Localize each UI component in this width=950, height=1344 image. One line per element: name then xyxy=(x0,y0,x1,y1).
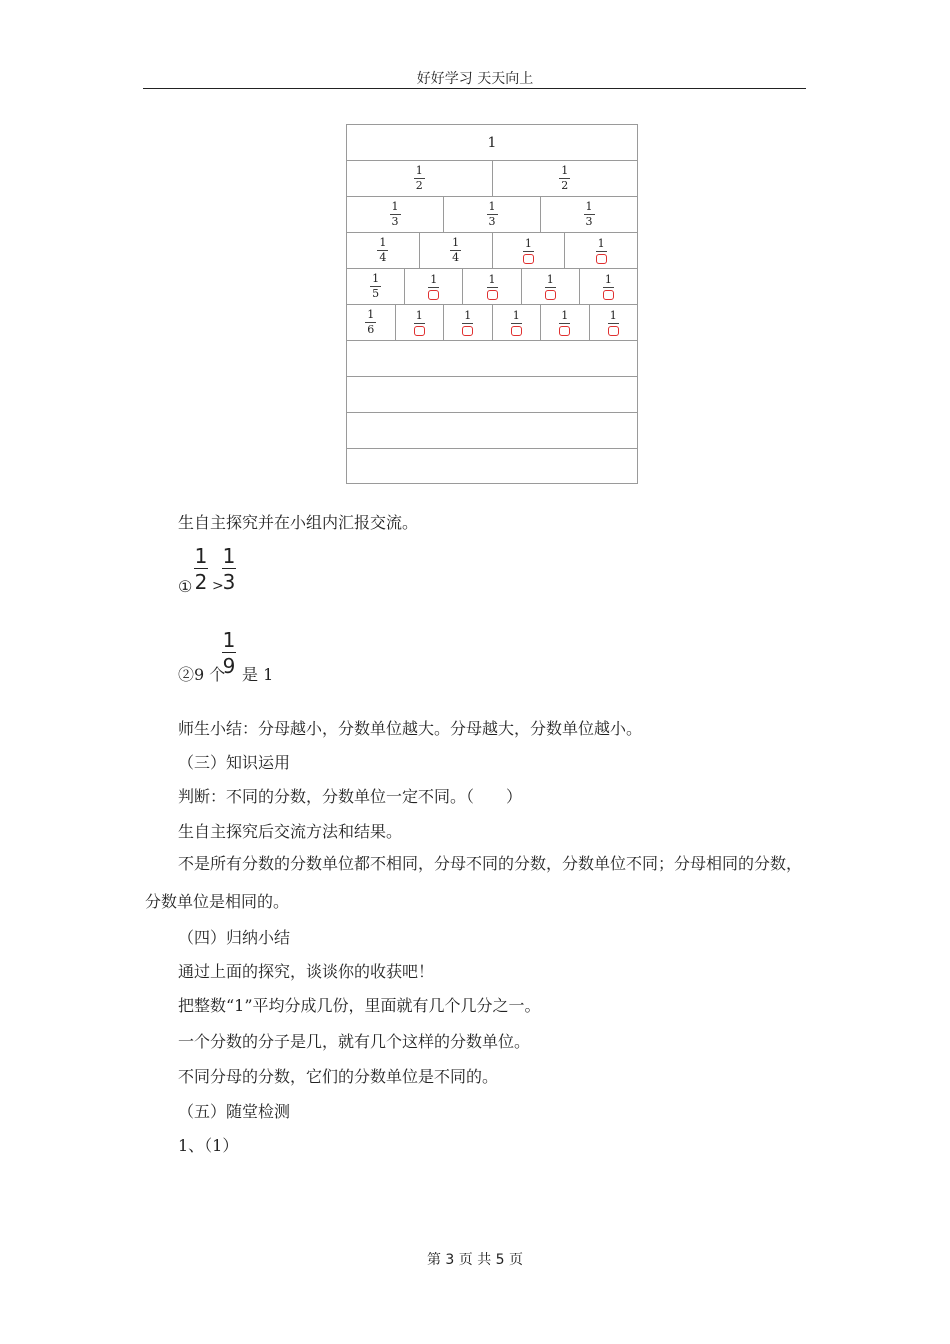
fraction-with-blank-denominator xyxy=(523,238,534,264)
wall-cell xyxy=(541,305,590,340)
fraction-numerator: 1 xyxy=(372,272,380,285)
wall-row xyxy=(347,269,637,305)
wall-cell xyxy=(590,305,638,340)
wall-cell xyxy=(541,197,637,232)
wall-cell-empty xyxy=(347,449,637,485)
fraction-label xyxy=(487,201,498,228)
blank-answer-box[interactable] xyxy=(523,254,534,264)
fraction-one-ninth xyxy=(222,629,236,677)
fraction-numerator: 1 xyxy=(464,308,472,322)
fraction-with-blank-denominator xyxy=(428,274,439,300)
summary-point-2: 一个分数的分子是几，就有几个这样的分数单位。 xyxy=(178,1032,531,1051)
wall-cell xyxy=(493,305,542,340)
wall-row-empty xyxy=(347,413,637,449)
fraction-numerator: 1 xyxy=(585,200,593,213)
fraction-numerator: 1 xyxy=(194,544,208,568)
wall-cell xyxy=(420,233,493,268)
harvest-prompt: 通过上面的探究，谈谈你的收获吧！ xyxy=(178,962,435,981)
wall-cell xyxy=(347,233,420,268)
summary-text: 师生小结：分母越小，分数单位越大。分母越大，分数单位越小。 xyxy=(178,719,643,738)
fraction-bar xyxy=(462,323,473,324)
blank-answer-box[interactable] xyxy=(545,290,556,300)
greater-than-sign: > xyxy=(212,578,224,594)
fraction-denominator: 5 xyxy=(372,287,380,300)
fraction-bar xyxy=(428,287,439,288)
fraction-with-blank-denominator xyxy=(414,310,425,336)
fraction-with-blank-denominator xyxy=(487,274,498,300)
wall-cell xyxy=(565,233,637,268)
blank-answer-box[interactable] xyxy=(428,290,439,300)
fraction-denominator: 4 xyxy=(452,251,460,264)
fraction-bar xyxy=(222,652,236,653)
fraction-numerator: 1 xyxy=(561,164,569,177)
wall-cell xyxy=(444,305,493,340)
fraction-numerator: 1 xyxy=(488,200,496,213)
fraction-with-blank-denominator xyxy=(596,238,607,264)
summary-point-3: 不同分母的分数，它们的分数单位是不同的。 xyxy=(178,1067,499,1086)
fraction-numerator: 1 xyxy=(430,272,438,286)
fraction-label xyxy=(450,237,461,264)
fraction-bar xyxy=(194,568,208,569)
wall-row-empty xyxy=(347,449,637,485)
fraction-denominator: 2 xyxy=(194,570,208,594)
page-footer-number: 第 3 页 共 5 页 xyxy=(426,1252,524,1268)
fraction-numerator: 1 xyxy=(415,164,423,177)
blank-answer-box[interactable] xyxy=(608,326,619,336)
fraction-label xyxy=(370,273,381,300)
fraction-numerator: 1 xyxy=(561,308,569,322)
question-1-label: 1、（1） xyxy=(178,1136,239,1155)
fraction-denominator: 2 xyxy=(561,179,569,192)
wall-row xyxy=(347,197,637,233)
fraction-numerator: 1 xyxy=(222,544,236,568)
fraction-numerator: 1 xyxy=(488,272,496,286)
wall-row-empty xyxy=(347,341,637,377)
explore2-text: 生自主探究后交流方法和结果。 xyxy=(178,822,403,841)
fraction-denominator: 3 xyxy=(391,215,399,228)
fraction-bar xyxy=(603,287,614,288)
fraction-numerator: 1 xyxy=(546,272,554,286)
fraction-denominator: 2 xyxy=(415,179,423,192)
fraction-label xyxy=(365,309,376,336)
fraction-denominator: 3 xyxy=(222,570,236,594)
wall-cell xyxy=(347,305,396,340)
fraction-numerator: 1 xyxy=(415,308,423,322)
blank-answer-box[interactable] xyxy=(462,326,473,336)
page-header-title: 好好学习 天天向上 xyxy=(416,71,534,87)
item2-prefix: ②9 个 xyxy=(178,665,226,684)
wall-cell-empty xyxy=(347,341,637,376)
wall-cell xyxy=(396,305,445,340)
fraction-one-third xyxy=(222,545,236,593)
wall-row-whole xyxy=(347,125,637,161)
wall-row xyxy=(347,305,637,341)
fraction-numerator: 1 xyxy=(609,308,617,322)
fraction-bar xyxy=(596,251,607,252)
fraction-with-blank-denominator xyxy=(511,310,522,336)
item1-prefix: ① xyxy=(178,577,193,596)
fraction-denominator: 3 xyxy=(488,215,496,228)
fraction-bar xyxy=(222,568,236,569)
fraction-bar xyxy=(414,323,425,324)
blank-answer-box[interactable] xyxy=(596,254,607,264)
fraction-label xyxy=(584,201,595,228)
fraction-with-blank-denominator xyxy=(545,274,556,300)
wall-cell xyxy=(463,269,521,304)
judge-question: 判断：不同的分数，分数单位一定不同。（ ） xyxy=(178,787,523,806)
fraction-denominator: 4 xyxy=(379,251,387,264)
fraction-bar xyxy=(523,251,534,252)
fraction-numerator: 1 xyxy=(367,308,375,321)
fraction-label xyxy=(377,237,388,264)
wall-cell xyxy=(580,269,637,304)
fraction-label xyxy=(559,165,570,192)
fraction-wall-figure xyxy=(346,124,638,484)
fraction-numerator: 1 xyxy=(222,628,236,652)
blank-answer-box[interactable] xyxy=(414,326,425,336)
wall-cell-empty xyxy=(347,413,637,448)
fraction-denominator: 9 xyxy=(222,654,236,678)
fraction-numerator: 1 xyxy=(604,272,612,286)
wall-cell-empty xyxy=(347,377,637,412)
fraction-bar xyxy=(559,323,570,324)
item2-suffix: 是 1 xyxy=(242,665,274,684)
fraction-numerator: 1 xyxy=(391,200,399,213)
section-heading-5: （五）随堂检测 xyxy=(178,1102,291,1121)
explanation-paragraph: 不是所有分数的分数单位都不相同，分母不同的分数，分数单位不同；分母相同的分数，分数单位是相同的。 xyxy=(145,854,803,911)
wall-cell xyxy=(522,269,580,304)
fraction-bar xyxy=(511,323,522,324)
fraction-numerator: 1 xyxy=(379,236,387,249)
fraction-with-blank-denominator xyxy=(608,310,619,336)
blank-answer-box[interactable] xyxy=(511,326,522,336)
fraction-label xyxy=(414,165,425,192)
blank-answer-box[interactable] xyxy=(559,326,570,336)
summary-point-1: 把整数“1”平均分成几份，里面就有几个几分之一。 xyxy=(178,996,541,1015)
wall-cell xyxy=(347,197,444,232)
section-heading-4: （四）归纳小结 xyxy=(178,928,291,947)
header-divider xyxy=(143,88,806,89)
blank-answer-box[interactable] xyxy=(603,290,614,300)
wall-row xyxy=(347,161,637,197)
fraction-bar xyxy=(545,287,556,288)
section-heading-3: （三）知识运用 xyxy=(178,753,291,772)
fraction-bar xyxy=(608,323,619,324)
wall-cell xyxy=(444,197,541,232)
fraction-numerator: 1 xyxy=(512,308,520,322)
fraction-with-blank-denominator xyxy=(603,274,614,300)
wall-cell xyxy=(493,161,638,196)
fraction-denominator: 3 xyxy=(585,215,593,228)
wall-row-empty xyxy=(347,377,637,413)
wall-cell xyxy=(347,269,405,304)
fraction-denominator: 6 xyxy=(367,323,375,336)
fraction-label xyxy=(390,201,401,228)
wall-cell xyxy=(493,233,566,268)
fraction-bar xyxy=(487,287,498,288)
wall-cell xyxy=(405,269,463,304)
wall-row xyxy=(347,233,637,269)
wall-cell xyxy=(347,161,493,196)
fraction-one-half xyxy=(194,545,208,593)
fraction-numerator: 1 xyxy=(524,236,532,250)
fraction-with-blank-denominator xyxy=(462,310,473,336)
fraction-numerator: 1 xyxy=(452,236,460,249)
wall-cell-whole: 1 xyxy=(487,134,497,151)
fraction-with-blank-denominator xyxy=(559,310,570,336)
fraction-numerator: 1 xyxy=(597,236,605,250)
explore-text: 生自主探究并在小组内汇报交流。 xyxy=(178,513,419,532)
blank-answer-box[interactable] xyxy=(487,290,498,300)
